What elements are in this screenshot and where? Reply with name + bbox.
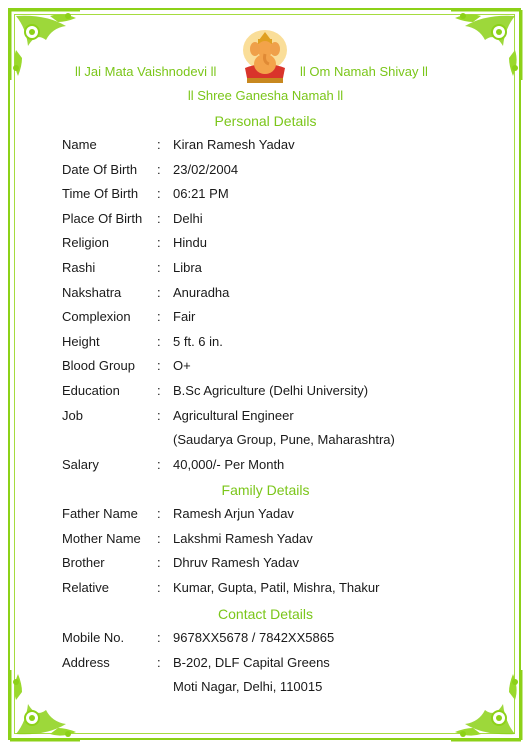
floral-corner-ornament-icon	[447, 666, 525, 744]
field-label: Mother Name	[62, 530, 141, 546]
field-value: Hindu	[173, 235, 207, 251]
field-value: Kumar, Gupta, Patil, Mishra, Thakur	[173, 579, 380, 595]
field-label: Father Name	[62, 506, 138, 521]
field-value: Libra	[173, 260, 202, 275]
field-separator: :	[157, 579, 161, 595]
field-separator: :	[157, 407, 161, 423]
field-label: Job	[62, 407, 83, 423]
field-label: Address	[62, 654, 110, 670]
field-value: Anuradha	[173, 284, 230, 300]
field-value: 9678XX5678 / 7842XX5865	[173, 630, 335, 645]
field-value: (Saudarya Group, Pune, Maharashtra)	[173, 432, 395, 448]
field-value: 06:21 PM	[173, 186, 229, 202]
field-label: Religion	[62, 235, 109, 251]
field-value: B.Sc Agriculture (Delhi University)	[173, 383, 369, 398]
field-separator: :	[157, 383, 161, 398]
floral-corner-ornament-icon	[447, 6, 525, 84]
field-value: Moti Nagar, Delhi, 110015	[173, 679, 323, 695]
field-separator: :	[157, 284, 161, 300]
field-value: B-202, DLF Capital Greens	[173, 654, 330, 670]
field-separator: :	[157, 186, 161, 202]
field-value: Lakshmi Ramesh Yadav	[173, 530, 313, 546]
field-separator: :	[157, 235, 161, 251]
field-value: Kiran Ramesh Yadav	[173, 137, 295, 152]
field-separator: :	[157, 309, 161, 325]
field-label: Name	[62, 137, 97, 152]
field-value: O+	[173, 358, 191, 374]
field-value: 5 ft. 6 in.	[173, 333, 223, 349]
field-separator: :	[157, 456, 161, 472]
invocation-left: ll Jai Mata Vaishnodevi ll	[75, 64, 217, 79]
floral-corner-ornament-icon	[6, 6, 84, 84]
invocation-center: ll Shree Ganesha Namah ll	[187, 88, 344, 103]
section-title-family: Family Details	[221, 482, 310, 498]
floral-corner-ornament-icon	[6, 666, 84, 744]
field-label: Nakshatra	[62, 284, 122, 300]
field-value: Dhruv Ramesh Yadav	[173, 555, 299, 571]
field-label: Salary	[62, 456, 99, 472]
field-label: Time Of Birth	[62, 186, 139, 202]
field-value: 23/02/2004	[173, 161, 239, 177]
field-value: 40,000/- Per Month	[173, 456, 285, 472]
field-label: Height	[62, 333, 100, 349]
invocation-right: ll Om Namah Shivay ll	[300, 64, 428, 79]
field-separator: :	[157, 161, 161, 177]
field-label: Brother	[62, 555, 105, 571]
field-separator: :	[157, 630, 161, 645]
field-label: Mobile No.	[62, 630, 125, 645]
section-title-contact: Contact Details	[218, 606, 313, 622]
field-label: Relative	[62, 579, 109, 595]
field-separator: :	[157, 506, 161, 521]
field-label: Blood Group	[62, 358, 135, 374]
field-value: Delhi	[173, 210, 203, 226]
field-separator: :	[157, 555, 161, 571]
field-separator: :	[157, 260, 161, 275]
section-title-personal: Personal Details	[214, 113, 317, 129]
field-label: Date Of Birth	[62, 161, 138, 177]
field-label: Place Of Birth	[62, 210, 143, 226]
field-separator: :	[157, 210, 161, 226]
field-value: Fair	[173, 309, 196, 325]
field-label: Rashi	[62, 260, 96, 275]
field-value: Agricultural Engineer	[173, 407, 294, 423]
field-label: Complexion	[62, 309, 131, 325]
field-separator: :	[157, 358, 161, 374]
field-separator: :	[157, 530, 161, 546]
field-separator: :	[157, 333, 161, 349]
field-separator: :	[157, 137, 161, 152]
field-value: Ramesh Arjun Yadav	[173, 506, 294, 521]
field-separator: :	[157, 654, 161, 670]
ganesha-icon	[239, 30, 291, 86]
field-label: Education	[62, 383, 120, 398]
